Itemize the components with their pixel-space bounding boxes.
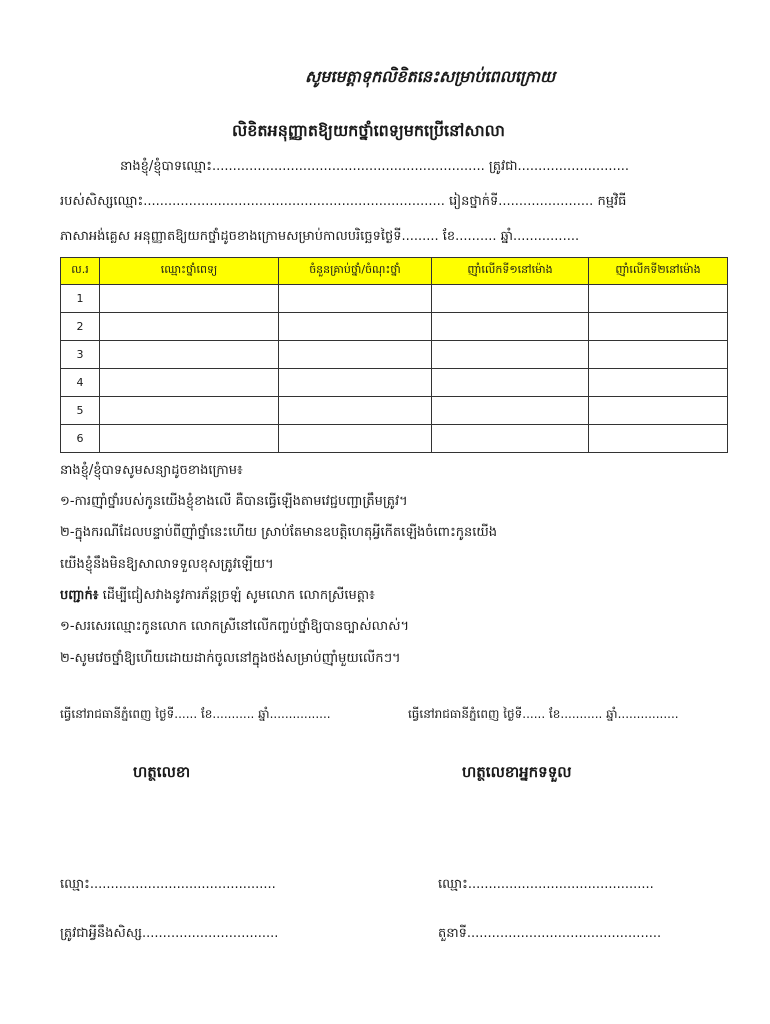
table-row [61, 369, 728, 397]
cell[interactable] [589, 285, 728, 313]
cell[interactable] [100, 425, 279, 453]
cell[interactable] [279, 369, 432, 397]
row-number: 3 [61, 341, 100, 369]
receiver-signature-heading: ហត្ថលេខាអ្នកទទួល [462, 763, 572, 781]
table-row [61, 341, 728, 369]
top-note: សូមមេត្តាទុកលិខិតនេះសម្រាប់ពេលក្រោយ [305, 67, 556, 86]
row-number: 6 [61, 425, 100, 453]
table-row [61, 313, 728, 341]
position-line: តួនាទី............................................... [438, 926, 662, 941]
note-text: ដើម្បីជៀសវាងនូវការភ័ន្តច្រឡំ សូមលោក លោកស្រីមេត្តា៖ [98, 588, 375, 603]
promise-item-1: ១-ការញ៉ាំថ្នាំរបស់កូនយើងខ្ញុំខាងលើ គឺបានធ្វើឡើងតាមវេជ្ជបញ្ជាត្រឹមត្រូវ។ [60, 494, 408, 509]
cell[interactable] [279, 285, 432, 313]
header-medicine-name: ឈ្មោះថ្នាំពេទ្យ [100, 258, 279, 285]
date-left: ធ្វើនៅរាជធានីភ្នំពេញ ថ្ងៃទី...... ខែ........... ឆ្នាំ................ [60, 707, 331, 721]
cell[interactable] [100, 313, 279, 341]
row-number: 1 [61, 285, 100, 313]
note-item-1: ១-សរសេរឈ្មោះកូនលោក លោកស្រីនៅលើកញ្ចប់ថ្នាំឱ្យបានច្បាស់លាស់។ [60, 619, 410, 634]
cell[interactable] [589, 369, 728, 397]
relation-line: ត្រូវជាអ្វីនឹងសិស្ស................................. [60, 926, 279, 941]
cell[interactable] [589, 425, 728, 453]
cell[interactable] [589, 313, 728, 341]
permission-date-line: ភាសាអង់គ្លេស អនុញ្ញាតឱ្យយកថ្នាំដូចខាងក្រោមសម្រាប់កាលបរិច្ឆេទថ្ងៃទី......... ខែ.......... ឆ្នាំ................ [60, 229, 580, 244]
cell[interactable] [589, 341, 728, 369]
header-second-dose-time: ញ៉ាំលើកទី២នៅម៉ោង [589, 258, 728, 285]
form-title: លិខិតអនុញ្ញាតឱ្យយកថ្នាំពេទ្យមកប្រើនៅសាលា [232, 121, 505, 140]
cell[interactable] [589, 397, 728, 425]
header-first-dose-time: ញ៉ាំលើកទី១នៅម៉ោង [432, 258, 589, 285]
cell[interactable] [279, 425, 432, 453]
note-label: បញ្ជាក់៖ [60, 588, 99, 603]
name-left: ឈ្មោះ............................................. [60, 877, 276, 892]
date-right: ធ្វើនៅរាជធានីភ្នំពេញ ថ្ងៃទី...... ខែ........... ឆ្នាំ................ [408, 707, 679, 721]
promise-heading: នាងខ្ញុំ/ខ្ញុំបាទសូមសន្យាដូចខាងក្រោម៖ [60, 463, 243, 478]
cell[interactable] [100, 285, 279, 313]
cell[interactable] [279, 397, 432, 425]
promise-item-2-cont: យើងខ្ញុំនឹងមិនឱ្យសាលាទទួលខុសត្រូវឡើយ។ [60, 557, 274, 572]
table-row [61, 397, 728, 425]
cell[interactable] [279, 313, 432, 341]
table-header-row [61, 258, 728, 285]
cell[interactable] [432, 425, 589, 453]
promise-item-2: ២-ក្នុងករណីដែលបន្ទាប់ពីញ៉ាំថ្នាំនេះហើយ ស្រាប់តែមានឧបត្តិហេតុអ្វីកើតឡើងចំពោះកូនយើង [60, 525, 498, 540]
note-line [60, 587, 375, 606]
cell[interactable] [432, 369, 589, 397]
cell[interactable] [432, 285, 589, 313]
header-no: ល.រ [61, 258, 100, 285]
note-item-2: ២-សូមវេចថ្នាំឱ្យហើយដោយដាក់ចូលនៅក្នុងថង់សម្រាប់ញ៉ាំមួយលើកៗ។ [60, 651, 401, 666]
cell[interactable] [100, 341, 279, 369]
cell[interactable] [100, 369, 279, 397]
name-right: ឈ្មោះ............................................. [438, 877, 654, 892]
cell[interactable] [432, 313, 589, 341]
signature-heading: ហត្ថលេខា [133, 763, 191, 781]
cell[interactable] [432, 341, 589, 369]
row-number: 5 [61, 397, 100, 425]
parent-name-line: នាងខ្ញុំ/ខ្ញុំបាទឈ្មោះ.................................................................. ត្រូវជា........................... [120, 159, 630, 174]
header-quantity: ចំនួនគ្រាប់ថ្នាំ/ចំណុះថ្នាំ [279, 258, 432, 285]
table-row [61, 425, 728, 453]
medicine-table [60, 257, 728, 453]
cell[interactable] [432, 397, 589, 425]
cell[interactable] [100, 397, 279, 425]
row-number: 2 [61, 313, 100, 341]
student-name-line: របស់សិស្សឈ្មោះ......................................................................... រៀនថ្នាក់ទី....................... កម្មវិធី [60, 194, 627, 209]
table-row [61, 285, 728, 313]
cell[interactable] [279, 341, 432, 369]
row-number: 4 [61, 369, 100, 397]
